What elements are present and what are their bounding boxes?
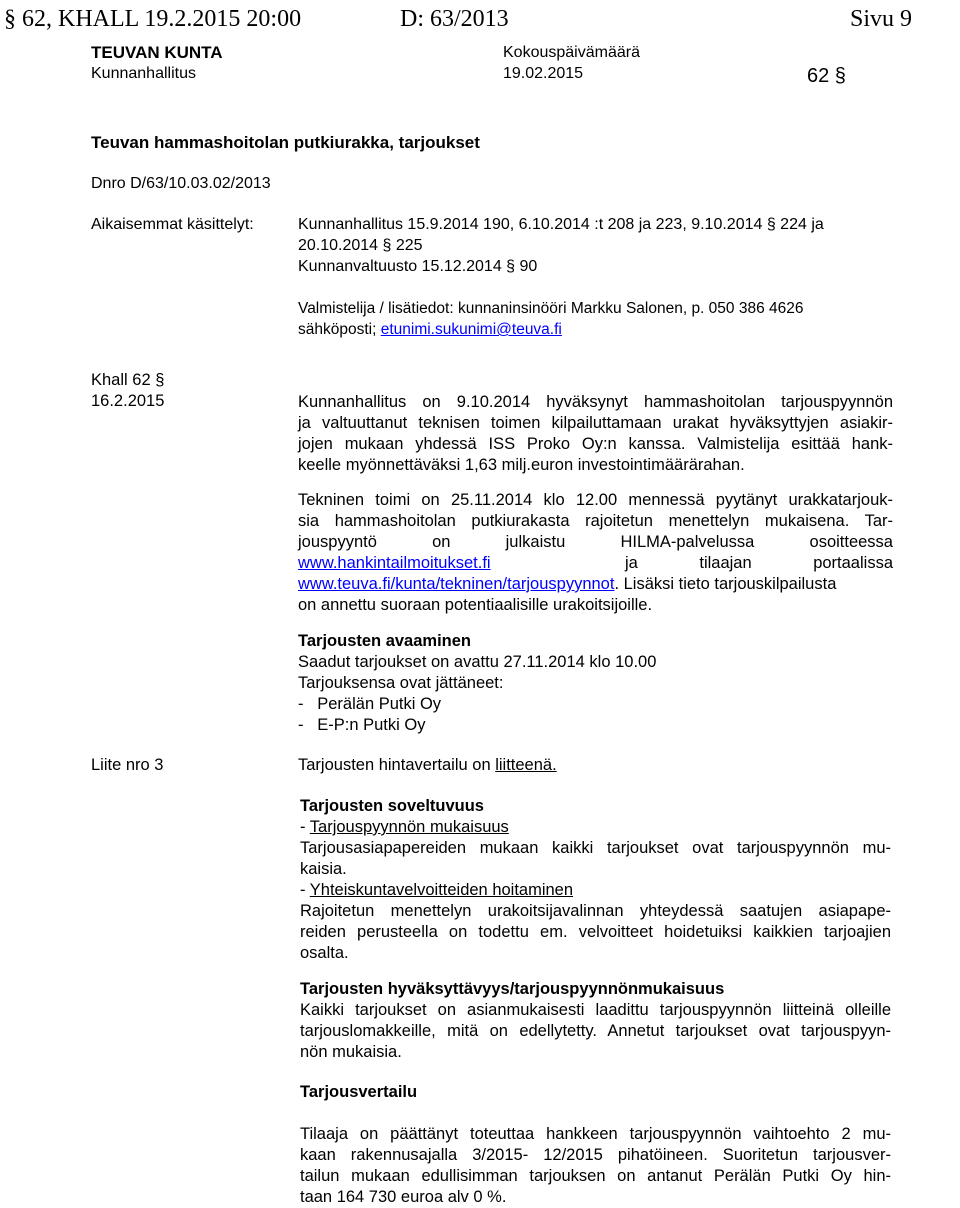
organization-name: TEUVAN KUNTA: [91, 43, 223, 62]
bidder-item: - Perälän Putki Oy: [298, 695, 442, 713]
text-line: sia hammashoitolan putkiurakasta rajoitetun menettelyn mukaisena. Tar-: [298, 512, 893, 530]
section-heading: Tarjousvertailu: [300, 1083, 418, 1101]
meeting-date: 19.02.2015: [503, 65, 584, 82]
text-line: osalta.: [300, 944, 349, 962]
text-fragment: tilaajan: [699, 554, 752, 572]
document-title: Teuvan hammashoitolan putkiurakka, tarjoukset: [91, 133, 480, 152]
earlier-handlings-line: Kunnanhallitus 15.9.2014 190, 6.10.2014 :t 208 ja 223, 9.10.2014 § 224 ja: [298, 216, 824, 233]
subheading-text: Yhteiskuntavelvoitteiden hoitaminen: [309, 881, 574, 899]
text-line: ja valtuuttanut teknisen toimen kilpailuttamaan urakat hyväksyttyjen asiakir-: [298, 414, 893, 432]
text-fragment: ja: [625, 554, 638, 572]
earlier-handlings-line: 20.10.2014 § 225: [298, 237, 423, 254]
text-line: Rajoitetun menettelyn urakoitsijavalinnan yhteydessä saatujen asiapape-: [300, 902, 891, 920]
attachment-label: Liite nro 3: [91, 756, 164, 774]
bidder-item: - E-P:n Putki Oy: [298, 716, 426, 734]
acceptability-section: [300, 979, 891, 1063]
suitability-section: [300, 796, 891, 964]
governing-body: Kunnanhallitus: [91, 65, 196, 82]
subheading: - Tarjouspyynnön mukaisuus: [300, 818, 509, 836]
section-number: 62 §: [807, 65, 846, 87]
bidder-name: E-P:n Putki Oy: [317, 716, 426, 734]
earlier-handlings-line: Kunnanvaltuusto 15.12.2014 § 90: [298, 258, 538, 275]
meeting-section-label: Khall 62 §: [91, 371, 165, 389]
text-fragment: . Lisäksi tieto tarjouskilpailusta: [614, 575, 837, 593]
text-line: taan 164 730 euroa alv 0 %.: [300, 1188, 507, 1206]
section-heading: Tarjousten hyväksyttävyys/tarjouspyynnönmukaisuus: [300, 980, 725, 998]
text-line: kaisia.: [300, 860, 347, 878]
text-line: jouspyyntö on julkaistu HILMA-palvelussa osoitteessa: [298, 533, 893, 551]
text-line: jojen mukaan yhdessä ISS Proko Oy:n kanssa. Valmistelija esittää hank-: [298, 435, 893, 453]
preparer-info: Valmistelija / lisätiedot: kunnaninsinööri Markku Salonen, p. 050 386 4626: [298, 300, 804, 317]
portal-link[interactable]: www.teuva.fi/kunta/tekninen/tarjouspyynnot: [298, 575, 615, 593]
text-line: tailun mukaan edullisimman tarjouksen on antanut Perälän Putki Oy hin-: [300, 1167, 891, 1185]
email-link[interactable]: etunimi.sukunimi@teuva.fi: [380, 321, 562, 338]
page-header-title: § 62, KHALL 19.2.2015 20:00: [4, 6, 302, 32]
text-fragment: Tarjousten hintavertailu on: [298, 756, 496, 774]
section-heading: Tarjousten avaaminen: [298, 632, 472, 650]
text-line: [298, 574, 893, 595]
record-number: Dnro D/63/10.03.02/2013: [91, 175, 271, 192]
earlier-handlings-label: Aikaisemmat käsittelyt:: [91, 216, 254, 233]
text-line: on annettu suoraan potentiaalisille urakoitsijoille.: [298, 596, 653, 614]
text-line: Tekninen toimi on 25.11.2014 klo 12.00 mennessä pyytänyt urakkatarjouk-: [298, 491, 893, 509]
text-line: keelle myönnettäväksi 1,63 milj.euron investointimäärärahan.: [298, 456, 745, 474]
opening-date: Saadut tarjoukset on avattu 27.11.2014 klo 10.00: [298, 653, 657, 671]
document-number: D: 63/2013: [400, 6, 509, 32]
text-line: Kunnanhallitus on 9.10.2014 hyväksynyt hammashoitolan tarjouspyynnön: [298, 393, 893, 411]
text-line: [298, 553, 893, 574]
comparison-section: [300, 1124, 891, 1208]
subheading-text: Tarjouspyynnön mukaisuus: [309, 818, 509, 836]
page-number: Sivu 9: [850, 6, 913, 32]
bidder-name: Perälän Putki Oy: [317, 695, 442, 713]
subheading: - Yhteiskuntavelvoitteiden hoitaminen: [300, 881, 574, 899]
bidders-label: Tarjouksensa ovat jättäneet:: [298, 674, 504, 692]
preparer-email-line: [298, 321, 562, 339]
paragraph-tender-request: [298, 490, 893, 616]
attachment-line: [298, 756, 557, 775]
meeting-date-label: Kokouspäivämäärä: [503, 44, 640, 61]
attachment-link[interactable]: liitteenä.: [495, 756, 557, 774]
text-line: reiden perusteella on todettu em. velvoitteet hoidetuiksi kaikkien tarjoajien: [300, 923, 891, 941]
section-heading: Tarjousten soveltuvuus: [300, 797, 484, 815]
text-line: Kaikki tarjoukset on asianmukaisesti laadittu tarjouspyynnön liitteinä olleille: [300, 1001, 891, 1019]
hilma-link[interactable]: www.hankintailmoitukset.fi: [298, 554, 491, 572]
email-prefix: sähköposti;: [298, 321, 381, 338]
paragraph-decision: [298, 392, 893, 476]
meeting-section-date: 16.2.2015: [91, 392, 165, 410]
text-fragment: portaalissa: [813, 554, 893, 572]
text-line: nön mukaisia.: [300, 1043, 402, 1061]
text-line: tarjouslomakkeille, mitä on edellytetty. Annetut tarjoukset ovat tarjouspyyn-: [300, 1022, 891, 1040]
text-line: Tarjousasiapapereiden mukaan kaikki tarjoukset ovat tarjouspyynnön mu-: [300, 839, 891, 857]
text-line: Tilaaja on päättänyt toteuttaa hankkeen tarjouspyynnön vaihtoehto 2 mu-: [300, 1125, 891, 1143]
text-line: kaan rakennusajalla 3/2015- 12/2015 pihatöineen. Suoritetun tarjousver-: [300, 1146, 891, 1164]
